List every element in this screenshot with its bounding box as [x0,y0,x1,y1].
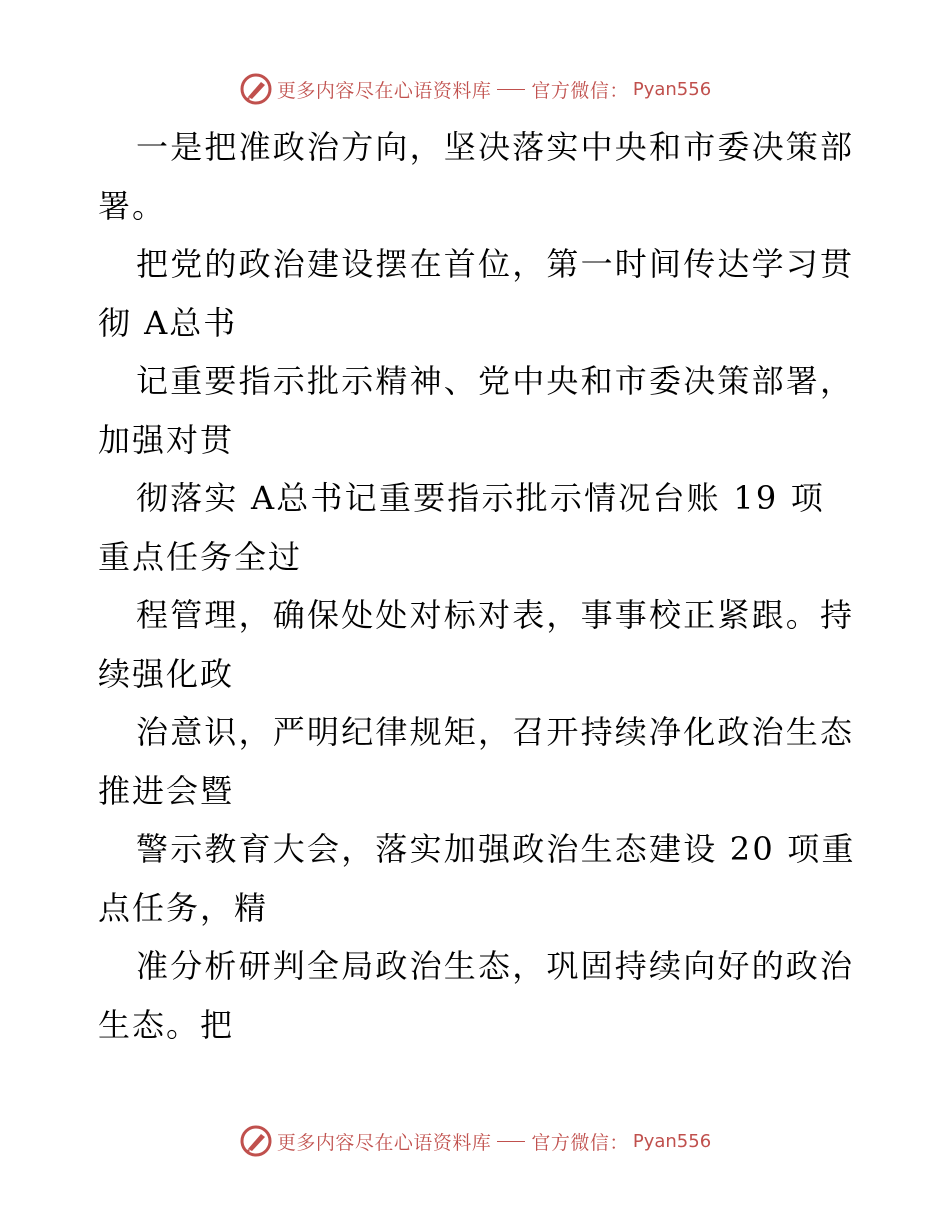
text-line: 一是把准政治方向，坚决落实中央和市委决策部 [136,128,855,166]
watermark-dash [497,89,525,90]
text-line: 彻 A总书 [98,303,238,342]
text-line: 加强对贯 [98,420,235,459]
text-line: 彻落实 A总书记重要指示批示情况台账 19 项 [136,479,825,517]
text-line: 重点任务全过 [98,537,303,576]
watermark-label: 官方微信： [531,1131,629,1154]
watermark-id: Pyan556 [632,1130,712,1152]
watermark-text: 更多内容尽在心语资料库 [276,79,492,102]
text-line: 准分析研判全局政治生态，巩固持续向好的政治 [136,947,855,985]
text-line: 点任务，精 [98,888,269,927]
watermark-id: Pyan556 [632,78,712,100]
pen-logo-icon [239,1124,273,1158]
text-line: 生态。把 [98,1005,235,1044]
text-line: 记重要指示批示精神、党中央和市委决策部署， [136,362,855,400]
text-line: 治意识，严明纪律规矩，召开持续净化政治生态 [136,713,855,751]
text-line: 程管理，确保处处对标对表，事事校正紧跟。持 [136,596,855,634]
text-line: 推进会暨 [98,771,235,810]
text-line: 警示教育大会，落实加强政治生态建设 20 项重 [136,830,856,868]
watermark-label: 官方微信： [531,79,629,102]
pen-logo-icon [239,72,273,106]
text-line: 署。 [98,186,167,225]
document-body [98,118,858,1054]
watermark-text: 更多内容尽在心语资料库 [276,1131,492,1154]
text-line: 续强化政 [98,654,235,693]
text-line: 把党的政治建设摆在首位，第一时间传达学习贯 [136,245,855,283]
footer-watermark [0,1124,950,1158]
header-watermark [0,72,950,106]
watermark-dash [497,1141,525,1142]
